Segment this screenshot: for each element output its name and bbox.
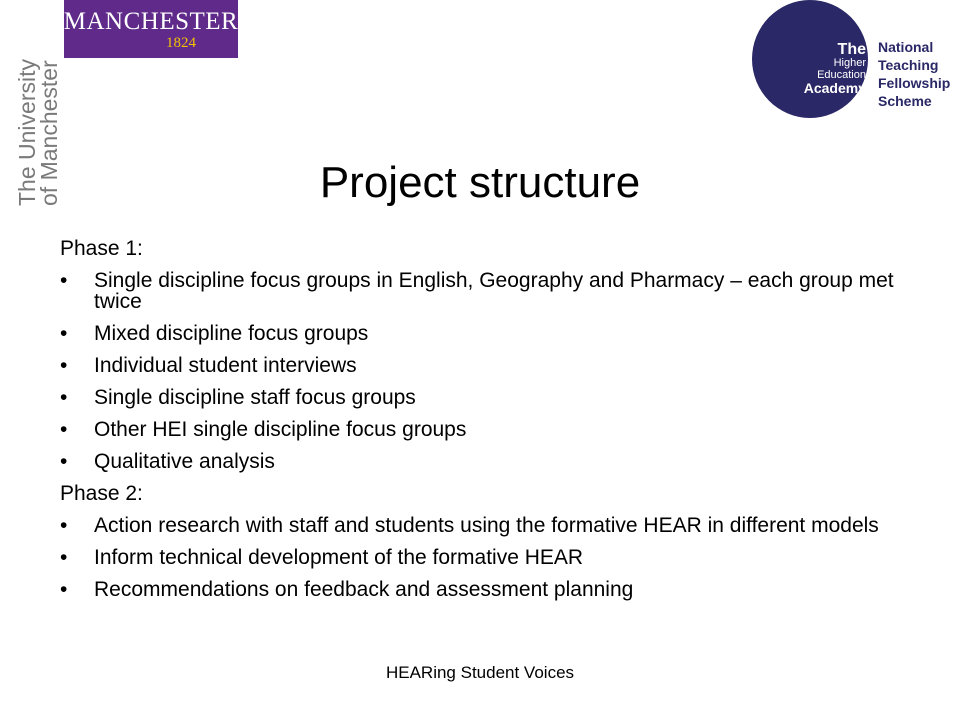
bullet-item xyxy=(60,451,920,472)
bullet-item xyxy=(60,579,920,600)
bullet-dot: • xyxy=(60,578,68,601)
bullet-dot: • xyxy=(60,269,68,292)
bullet-text: Action research with staff and students using the formative HEAR in different models xyxy=(94,514,879,537)
phase-2-heading: Phase 2: xyxy=(60,482,143,505)
bullet-item xyxy=(60,387,920,408)
bullet-dot: • xyxy=(60,514,68,537)
bullet-text: Individual student interviews xyxy=(94,354,357,377)
bullet-item xyxy=(60,515,920,536)
bullet-item xyxy=(60,419,920,440)
bullet-dot: • xyxy=(60,546,68,569)
bullet-dot: • xyxy=(60,354,68,377)
bullet-dot: • xyxy=(60,386,68,409)
bullet-text: Recommendations on feedback and assessment planning xyxy=(94,578,634,601)
hea-ntfs-logo xyxy=(752,0,960,128)
ntfs-line-4: Scheme xyxy=(878,93,932,109)
manchester-logo xyxy=(64,0,238,58)
bullet-text: Mixed discipline focus groups xyxy=(94,322,369,345)
manchester-wordmark: MANCHESTER xyxy=(63,8,239,35)
hea-line-3: Education xyxy=(817,69,866,81)
ntfs-line-3: Fellowship xyxy=(878,75,951,91)
bullet-text: Other HEI single discipline focus groups xyxy=(94,418,467,441)
bullet-text: Qualitative analysis xyxy=(94,450,275,473)
hea-line-2: Higher xyxy=(833,57,866,69)
bullet-dot: • xyxy=(60,322,68,345)
manchester-year: 1824 xyxy=(166,35,196,51)
hea-line-1: The xyxy=(837,41,866,58)
bullet-text: Single discipline focus groups in English, Geography and Pharmacy – each group met twice xyxy=(94,269,894,313)
slide-title: Project structure xyxy=(319,158,641,207)
university-line-2: of Manchester xyxy=(36,60,62,206)
bullet-dot: • xyxy=(60,418,68,441)
bullet-item xyxy=(60,270,920,312)
ntfs-line-2: Teaching xyxy=(878,57,939,73)
university-line-1: The University xyxy=(14,59,40,206)
bullet-item xyxy=(60,547,920,568)
bullet-item xyxy=(60,355,920,376)
hea-circle-text xyxy=(800,42,866,96)
bullet-item xyxy=(60,323,920,344)
hea-line-4: Academy xyxy=(803,80,866,96)
slide-content xyxy=(60,238,920,611)
bullet-text: Single discipline staff focus groups xyxy=(94,386,416,409)
phase-1-heading: Phase 1: xyxy=(60,237,143,260)
bullet-dot: • xyxy=(60,450,68,473)
slide-footer: HEARing Student Voices xyxy=(385,663,575,682)
ntfs-text xyxy=(878,38,960,110)
bullet-text: Inform technical development of the formative HEAR xyxy=(94,546,584,569)
ntfs-line-1: National xyxy=(878,39,934,55)
